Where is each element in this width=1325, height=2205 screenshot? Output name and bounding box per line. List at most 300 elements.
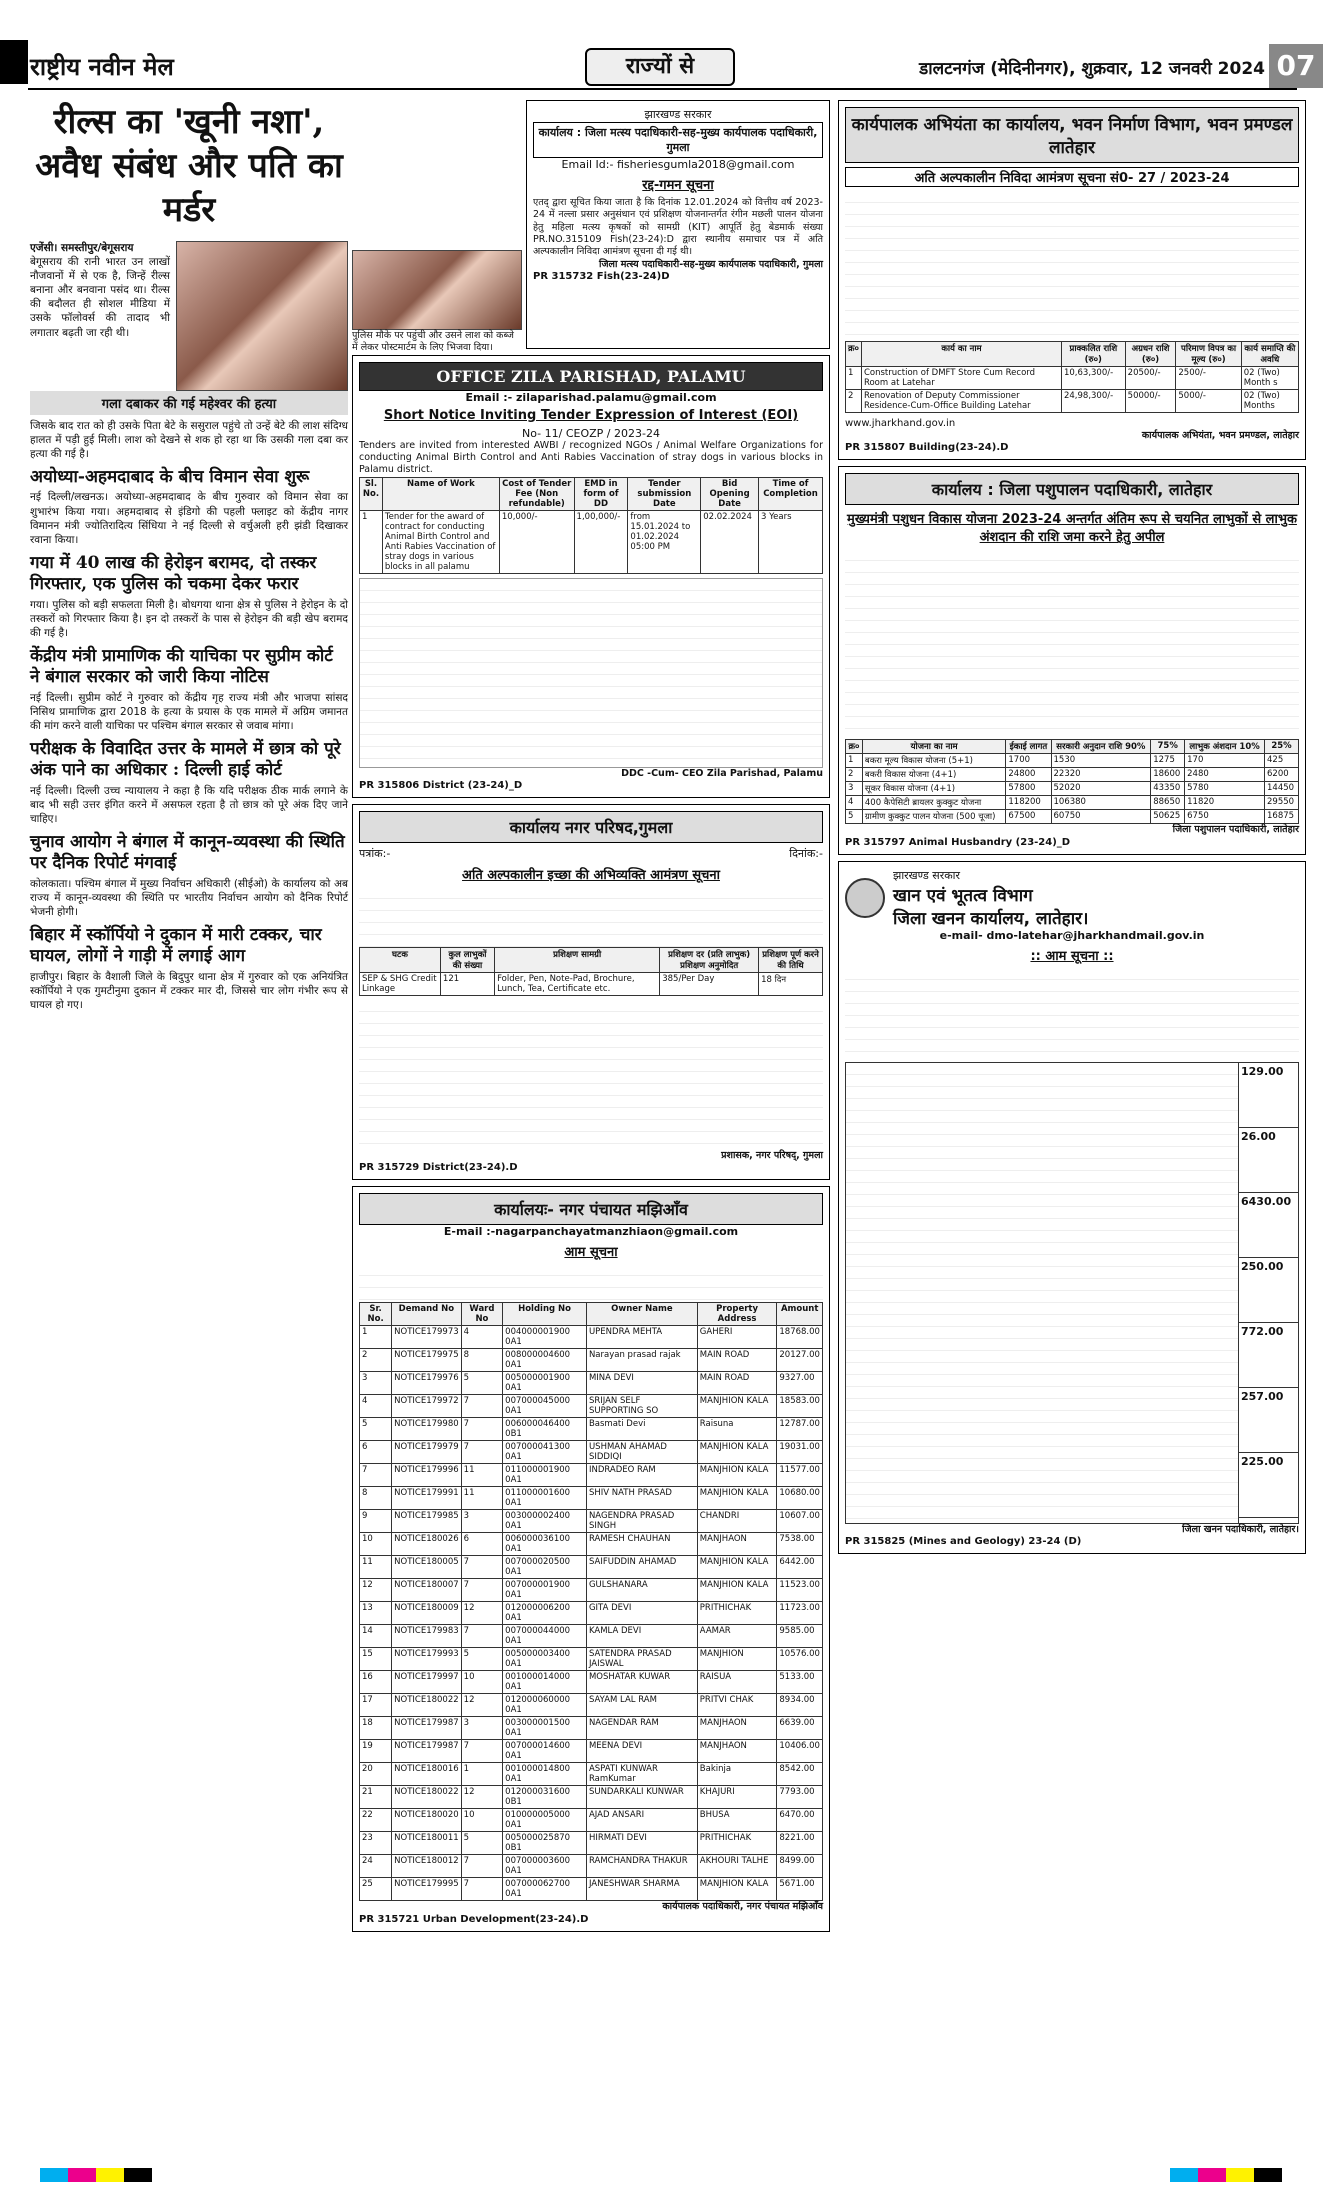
- police-photo: [352, 250, 522, 330]
- np-prno: PR 315729 District(23-24).D: [359, 1162, 518, 1174]
- zp-table: [359, 477, 823, 574]
- table-header: Demand No: [392, 1303, 462, 1326]
- table-cell: 1: [360, 1326, 392, 1349]
- table-cell: MANJHION KALA: [697, 1556, 777, 1579]
- mines-email: e-mail- dmo-latehar@jharkhandmail.gov.in: [939, 928, 1205, 942]
- mp-email: E-mail :-nagarpanchayatmanzhiaon@gmail.com: [443, 1225, 739, 1239]
- table-cell: 8: [461, 1349, 503, 1372]
- table-cell: 005000025870 0B1: [503, 1832, 587, 1855]
- table-cell: 7: [461, 1740, 503, 1763]
- table-row: [360, 1648, 823, 1671]
- table-cell: MANJHION KALA: [697, 1395, 777, 1418]
- table-row: [360, 1556, 823, 1579]
- table-row: [360, 1602, 823, 1625]
- table-cell: 2500/-: [1176, 367, 1241, 390]
- table-header: 25%: [1265, 740, 1299, 754]
- table-cell: 3: [846, 782, 863, 796]
- table-cell: 8221.00: [777, 1832, 823, 1855]
- table-cell: 385/Per Day: [660, 973, 759, 996]
- table-cell: 012000060000 0A1: [503, 1694, 587, 1717]
- table-row: [846, 367, 1299, 390]
- right-column: [838, 100, 1306, 2095]
- fish-title: रद्द-गमन सूचना: [642, 178, 714, 193]
- magenta-swatch: [68, 2168, 96, 2182]
- table-cell: 010000005000 0A1: [503, 1809, 587, 1832]
- table-cell: 8: [360, 1487, 392, 1510]
- table-cell: NOTICE180026: [392, 1533, 462, 1556]
- table-row: [360, 1441, 823, 1464]
- fish-prno: PR 315732 Fish(23-24)D: [533, 271, 670, 283]
- table-cell: MANJHAON: [697, 1533, 777, 1556]
- table-cell: 011000001900 0A1: [503, 1464, 587, 1487]
- story3-text: गया। पुलिस को बड़ी सफलता मिली है। बोधगया थाना क्षेत्र से पुलिस ने हेरोइन के दो तस्करों को गिरफ्तार किया है। इन दो तस्करों के पास से हेरोइन की बड़ी खेप बरामद की गई है।: [30, 598, 348, 639]
- np-dinank: दिनांक:-: [789, 847, 823, 861]
- table-cell: Construction of DMFT Store Cum Record Room at Latehar: [861, 367, 1061, 390]
- zp-sign: DDC -Cum- CEO Zila Parishad, Palamu: [621, 767, 823, 779]
- table-row: [360, 1855, 823, 1878]
- table-cell: 1,00,000/-: [574, 510, 628, 573]
- table-cell: 007000045000 0A1: [503, 1395, 587, 1418]
- mines-table: [845, 1062, 1299, 1524]
- table-row: [846, 796, 1299, 810]
- table-cell: PRITVI CHAK: [697, 1694, 777, 1717]
- table-row: [360, 1694, 823, 1717]
- table-header: 75%: [1151, 740, 1185, 754]
- fish-notice: [526, 100, 830, 349]
- table-row: [360, 1326, 823, 1349]
- page-header: [0, 0, 1325, 92]
- state-emblem-icon: [845, 878, 885, 918]
- table-row: [360, 1510, 823, 1533]
- table-cell: 7: [461, 1418, 503, 1441]
- table-header: Tender submission Date: [628, 477, 701, 510]
- table-cell: 5: [360, 1418, 392, 1441]
- table-row: [360, 1878, 823, 1901]
- middle-column: [352, 100, 830, 2095]
- story1-more: जिसके बाद रात को ही उसके पिता बेटे के ससुराल पहुंचे तो उन्हें बेटे की लाश संदिग्ध हालत में पड़ी हुई मिली। लाश को देखने से शक हो रहा था कि उसकी गला दबा कर हत्या की गई है।: [30, 419, 348, 460]
- table-cell: 10,000/-: [499, 510, 574, 573]
- table-cell: 007000044000 0A1: [503, 1625, 587, 1648]
- mp-prno: PR 315721 Urban Development(23-24).D: [359, 1913, 589, 1925]
- table-cell: 25: [360, 1878, 392, 1901]
- table-cell: बकरा मूल्य विकास योजना (5+1): [862, 754, 1006, 768]
- cyan-swatch-right: [1170, 2168, 1198, 2182]
- table-cell: KAMLA DEVI: [586, 1625, 697, 1648]
- ah-title: कार्यालय : जिला पशुपालन पदाधिकारी, लातेहार: [845, 473, 1299, 505]
- table-cell: 6470.00: [777, 1809, 823, 1832]
- table-cell: NAGENDRA PRASAD SINGH: [586, 1510, 697, 1533]
- table-cell: 003000001500 0A1: [503, 1717, 587, 1740]
- table-cell: 2: [846, 390, 862, 413]
- table-cell: NOTICE179991: [392, 1487, 462, 1510]
- table-cell: HIRMATI DEVI: [586, 1832, 697, 1855]
- ah-table: [845, 739, 1299, 824]
- table-cell: 3: [461, 1510, 503, 1533]
- story2-title: अयोध्या-अहमदाबाद के बीच विमान सेवा शुरू: [30, 467, 310, 488]
- table-cell: 50000/-: [1125, 390, 1176, 413]
- story6-text: कोलकाता। पश्चिम बंगाल में मुख्य निर्वाचन अधिकारी (सीईओ) के कार्यालय को अब राज्य में कानून-व्यवस्था की स्थिति पर भारतीय निर्वाचन आयोग को दैनिक रिपोर्ट भेजनी होगी।: [30, 877, 348, 918]
- table-cell: सूकर विकास योजना (4+1): [862, 782, 1006, 796]
- table-cell: 22320: [1051, 768, 1151, 782]
- table-cell: 170: [1185, 754, 1265, 768]
- table-cell: 7793.00: [777, 1786, 823, 1809]
- table-cell: 012000031600 0B1: [503, 1786, 587, 1809]
- story2-text: नई दिल्ली/लखनऊ। अयोध्या-अहमदाबाद के बीच गुरुवार को विमान सेवा का शुभारंभ किया गया। अहमदाबाद से इंडिगो की पहली फ्लाइट को केंद्रीय नागर विमानन मंत्री ज्योतिरादित्य सिंधिया ने नई दिल्ली से वर्चुअली हरी झंडी दिखाकर रवाना किया।: [30, 491, 348, 546]
- table-cell: UPENDRA MEHTA: [586, 1326, 697, 1349]
- table-cell: 9: [360, 1510, 392, 1533]
- table-cell: 14: [360, 1625, 392, 1648]
- table-header: प्राक्कलित राशि (रु०): [1061, 342, 1125, 367]
- table-cell: MANJHION KALA: [697, 1878, 777, 1901]
- np-title: कार्यालय नगर परिषद,गुमला: [359, 811, 823, 843]
- table-cell: Folder, Pen, Note-Pad, Brochure, Lunch, Tea, Certificate etc.: [495, 973, 660, 996]
- masthead-bar: [0, 40, 28, 84]
- table-cell: Raisuna: [697, 1418, 777, 1441]
- table-cell: 2: [846, 768, 863, 782]
- table-cell: 24: [360, 1855, 392, 1878]
- table-header: EMD in form of DD: [574, 477, 628, 510]
- table-cell: 10680.00: [777, 1487, 823, 1510]
- table-cell: SHIV NATH PRASAD: [586, 1487, 697, 1510]
- table-cell: 57800: [1006, 782, 1051, 796]
- table-cell: KHAJURI: [697, 1786, 777, 1809]
- left-news-column: [30, 100, 348, 2095]
- table-row: [360, 1349, 823, 1372]
- table-cell: NOTICE180022: [392, 1694, 462, 1717]
- bcd-notice: अति अल्पकालीन निविदा आमंत्रण सूचना सं0- 27 / 2023-24: [845, 167, 1299, 187]
- table-cell: NOTICE179987: [392, 1740, 462, 1763]
- table-cell: 15: [360, 1648, 392, 1671]
- table-cell: JANESHWAR SHARMA: [586, 1878, 697, 1901]
- np-patrank: पत्रांक:-: [359, 847, 391, 861]
- table-cell: 22: [360, 1809, 392, 1832]
- table-cell: PRITHICHAK: [697, 1602, 777, 1625]
- table-cell: NOTICE180020: [392, 1809, 462, 1832]
- table-cell: 001000014000 0A1: [503, 1671, 587, 1694]
- mines-prno: PR 315825 (Mines and Geology) 23-24 (D): [845, 1536, 1082, 1548]
- table-row: [360, 1487, 823, 1510]
- table-cell: MANJHION KALA: [697, 1464, 777, 1487]
- table-row: [846, 768, 1299, 782]
- table-cell: 20500/-: [1125, 367, 1176, 390]
- mines-amount: 6430.00: [1239, 1193, 1298, 1258]
- table-cell: 02 (Two) Month s: [1241, 367, 1298, 390]
- photo-caption: गला दबाकर की गई महेश्वर की हत्या: [30, 391, 348, 415]
- table-cell: NOTICE179975: [392, 1349, 462, 1372]
- mines-gov: झारखण्ड सरकार: [893, 868, 960, 882]
- table-header: Bid Opening Date: [701, 477, 759, 510]
- table-cell: 67500: [1006, 810, 1051, 824]
- table-cell: 1: [846, 367, 862, 390]
- table-row: [360, 1832, 823, 1855]
- mines-table-body: [846, 1063, 1238, 1523]
- np-conditions: [359, 1000, 823, 1150]
- table-cell: MANJHION: [697, 1648, 777, 1671]
- table-cell: GULSHANARA: [586, 1579, 697, 1602]
- table-header: सरकारी अनुदान राशि 90%: [1051, 740, 1151, 754]
- mines-body: [845, 968, 1299, 1058]
- table-cell: 29550: [1265, 796, 1299, 810]
- table-cell: NOTICE180011: [392, 1832, 462, 1855]
- table-header: घटक: [360, 948, 441, 973]
- table-cell: 6: [461, 1533, 503, 1556]
- mines-sign: जिला खनन पदाधिकारी, लातेहार।: [1182, 1523, 1299, 1535]
- table-cell: 007000020500 0A1: [503, 1556, 587, 1579]
- fish-email: Email Id:- fisheriesgumla2018@gmail.com: [561, 158, 795, 171]
- table-cell: NOTICE179997: [392, 1671, 462, 1694]
- mp-table: [359, 1302, 823, 1901]
- table-cell: NOTICE180022: [392, 1786, 462, 1809]
- table-row: [360, 1717, 823, 1740]
- table-cell: 5780: [1185, 782, 1265, 796]
- table-cell: 10,63,300/-: [1061, 367, 1125, 390]
- table-cell: 12787.00: [777, 1418, 823, 1441]
- table-header: Amount: [777, 1303, 823, 1326]
- table-cell: 24,98,300/-: [1061, 390, 1125, 413]
- table-cell: 17: [360, 1694, 392, 1717]
- fish-office: कार्यालय : जिला मत्स्य पदाधिकारी-सह-मुख्य कार्यपालक पदाधिकारी, गुमला: [533, 122, 823, 158]
- zp-email: Email :- zilaparishad.palamu@gmail.com: [465, 390, 717, 404]
- table-cell: 12: [461, 1786, 503, 1809]
- table-header: योजना का नाम: [862, 740, 1006, 754]
- table-header: Holding No: [503, 1303, 587, 1326]
- table-header: क्र०: [846, 740, 863, 754]
- table-cell: 23: [360, 1832, 392, 1855]
- table-cell: MANJHAON: [697, 1717, 777, 1740]
- table-cell: 10: [461, 1671, 503, 1694]
- table-cell: 50625: [1151, 810, 1185, 824]
- table-cell: 004000001900 0A1: [503, 1326, 587, 1349]
- table-cell: 9585.00: [777, 1625, 823, 1648]
- nagar-parishad-notice: [352, 804, 830, 1180]
- table-cell: 19031.00: [777, 1441, 823, 1464]
- header-rule: [28, 88, 1297, 90]
- table-row: [360, 1372, 823, 1395]
- table-cell: 1: [360, 510, 383, 573]
- table-cell: 1530: [1051, 754, 1151, 768]
- table-cell: CHANDRI: [697, 1510, 777, 1533]
- table-cell: 4: [360, 1395, 392, 1418]
- table-cell: 18 दिन: [759, 973, 823, 996]
- magenta-swatch-right: [1198, 2168, 1226, 2182]
- table-row: [360, 1786, 823, 1809]
- table-cell: INDRADEO RAM: [586, 1464, 697, 1487]
- story4-title: केंद्रीय मंत्री प्रामाणिक की याचिका पर सुप्रीम कोर्ट ने बंगाल सरकार को जारी किया नोटिस: [30, 646, 333, 688]
- table-cell: USHMAN AHAMAD SIDDIQI: [586, 1441, 697, 1464]
- table-row: [360, 1740, 823, 1763]
- table-cell: 006000046400 0B1: [503, 1418, 587, 1441]
- table-cell: 1: [461, 1763, 503, 1786]
- zp-ref: No- 11/ CEOZP / 2023-24: [522, 426, 660, 440]
- table-cell: 400 कैपेसिटी ब्रायलर कुक्कुट योजना: [862, 796, 1006, 810]
- table-row: [360, 1464, 823, 1487]
- bcd-title: कार्यपालक अभियंता का कार्यालय, भवन निर्माण विभाग, भवन प्रमण्डल लातेहार: [845, 107, 1299, 163]
- table-cell: 3: [360, 1372, 392, 1395]
- table-cell: 21: [360, 1786, 392, 1809]
- table-cell: 13: [360, 1602, 392, 1625]
- table-cell: 006000036100 0A1: [503, 1533, 587, 1556]
- mp-notice: आम सूचना: [564, 1245, 618, 1261]
- building-notice: [838, 100, 1306, 460]
- table-cell: MANJHAON: [697, 1740, 777, 1763]
- table-cell: NOTICE180016: [392, 1763, 462, 1786]
- table-cell: RAMCHANDRA THAKUR: [586, 1855, 697, 1878]
- table-row: [360, 1763, 823, 1786]
- table-cell: 11523.00: [777, 1579, 823, 1602]
- mines-dept: खान एवं भूतत्व विभाग: [893, 885, 1033, 906]
- table-row: [360, 1395, 823, 1418]
- animal-husbandry-notice: [838, 466, 1306, 854]
- table-cell: 7: [461, 1395, 503, 1418]
- table-cell: ग्रामीण कुक्कुट पालन योजना (500 चूजा): [862, 810, 1006, 824]
- table-cell: 5133.00: [777, 1671, 823, 1694]
- table-cell: 20127.00: [777, 1349, 823, 1372]
- table-cell: 11: [461, 1487, 503, 1510]
- table-cell: Narayan prasad rajak: [586, 1349, 697, 1372]
- story1-dateline: एजेंसी। समस्तीपुर/बेगूसराय: [30, 241, 134, 254]
- table-cell: 005000003400 0A1: [503, 1648, 587, 1671]
- table-cell: SAIFUDDIN AHAMAD: [586, 1556, 697, 1579]
- story7-text: हाजीपुर। बिहार के वैशाली जिले के बिदुपुर थाना क्षेत्र में गुरुवार को एक अनियंत्रित स्कॉर्पियो ने एक गुमटीनुमा दुकान में टक्कर मार दी, जिससे चार लोग गंभीर रूप से घायल हो गए।: [30, 970, 348, 1011]
- bcd-web: www.jharkhand.gov.in: [845, 418, 956, 429]
- table-cell: 43350: [1151, 782, 1185, 796]
- table-cell: 12: [360, 1579, 392, 1602]
- table-cell: 012000006200 0A1: [503, 1602, 587, 1625]
- table-header: Ward No: [461, 1303, 503, 1326]
- manzhiaon-notice: [352, 1186, 830, 1931]
- ah-notice: मुख्यमंत्री पशुधन विकास योजना 2023-24 अन्तर्गत अंतिम रूप से चयनित लाभुकों से लाभुक अंशदान की राशि जमा करने हेतु अपील: [847, 512, 1297, 546]
- masthead: राष्ट्रीय नवीन मेल: [30, 52, 174, 81]
- table-cell: 02.02.2024: [701, 510, 759, 573]
- mines-amount: 129.00: [1239, 1063, 1298, 1128]
- table-cell: from 15.01.2024 to 01.02.2024 05:00 PM: [628, 510, 701, 573]
- table-cell: MANJHION KALA: [697, 1441, 777, 1464]
- table-cell: 118200: [1006, 796, 1051, 810]
- table-cell: Renovation of Deputy Commissioner Residence-Cum-Office Building Latehar: [861, 390, 1061, 413]
- table-cell: NOTICE179987: [392, 1717, 462, 1740]
- np-sign: प्रशासक, नगर परिषद्, गुमला: [721, 1150, 823, 1162]
- table-cell: MANJHION KALA: [697, 1579, 777, 1602]
- mp-title: कार्यालयः- नगर पंचायत मझिआँव: [359, 1193, 823, 1225]
- table-cell: 121: [440, 973, 494, 996]
- page-number: 07: [1269, 44, 1323, 88]
- bcd-details: [845, 191, 1299, 341]
- yellow-swatch-right: [1226, 2168, 1254, 2182]
- table-cell: 011000001600 0A1: [503, 1487, 587, 1510]
- table-cell: 12: [461, 1602, 503, 1625]
- table-cell: 14450: [1265, 782, 1299, 796]
- table-cell: SATENDRA PRASAD JAISWAL: [586, 1648, 697, 1671]
- table-cell: AAMAR: [697, 1625, 777, 1648]
- table-cell: 5: [846, 810, 863, 824]
- table-cell: 2: [360, 1349, 392, 1372]
- table-cell: 10: [461, 1809, 503, 1832]
- table-cell: 6639.00: [777, 1717, 823, 1740]
- ah-body: [845, 549, 1299, 739]
- story4-text: नई दिल्ली। सुप्रीम कोर्ट ने गुरुवार को केंद्रीय गृह राज्य मंत्री और भाजपा सांसद निसिथ प्रामाणिक द्वारा 2018 के हत्या के प्रयास के एक मामले में अग्रिम जमानत की मांग करने वाली याचिका पर पश्चिम बंगाल सरकार से जवाब मांगा।: [30, 691, 348, 732]
- table-cell: 18768.00: [777, 1326, 823, 1349]
- table-cell: 1: [846, 754, 863, 768]
- table-cell: AKHOURI TALHE: [697, 1855, 777, 1878]
- table-cell: 5671.00: [777, 1878, 823, 1901]
- table-header: Cost of Tender Fee (Non refundable): [499, 477, 574, 510]
- table-cell: NOTICE180009: [392, 1602, 462, 1625]
- table-cell: MINA DEVI: [586, 1372, 697, 1395]
- table-cell: NOTICE179976: [392, 1372, 462, 1395]
- table-header: लाभुक अंशदान 10%: [1185, 740, 1265, 754]
- table-cell: 5: [461, 1372, 503, 1395]
- table-cell: 005000001900 0A1: [503, 1372, 587, 1395]
- table-cell: बकरी विकास योजना (4+1): [862, 768, 1006, 782]
- table-cell: 007000014600 0A1: [503, 1740, 587, 1763]
- story1-text: बेगूसराय की रानी भारत उन लाखों नौजवानों में से एक है, जिन्हें रील्स बनाना और बनवाना पसंद था। रील्स की बदौलत ही सोशल मीडिया में उसके फॉलोवर्स की तादाद भी लगातार बढ़ती जा रही थी।: [30, 255, 170, 339]
- zp-intro: Tenders are invited from interested AWBI / recognized NGOs / Animal Welfare Organizations for conducting Animal Birth Control and Anti Rabies Vaccination of stray dogs in various blocks in Palamu district.: [359, 439, 823, 476]
- bcd-sign: कार्यपालक अभियंता, भवन प्रमण्डल, लातेहार: [1141, 430, 1299, 441]
- zila-parishad-notice: [352, 355, 830, 798]
- table-cell: 18600: [1151, 768, 1185, 782]
- table-header: प्रशिक्षण सामग्री: [495, 948, 660, 973]
- table-cell: 11577.00: [777, 1464, 823, 1487]
- table-cell: 11: [360, 1556, 392, 1579]
- mines-amounts: [1238, 1063, 1298, 1523]
- table-cell: AJAD ANSARI: [586, 1809, 697, 1832]
- table-cell: 008000004600 0A1: [503, 1349, 587, 1372]
- table-cell: 5: [461, 1648, 503, 1671]
- table-cell: 10: [360, 1533, 392, 1556]
- table-cell: 4: [846, 796, 863, 810]
- mines-amount: 225.00: [1239, 1453, 1298, 1518]
- black-swatch: [124, 2168, 152, 2182]
- table-header: Owner Name: [586, 1303, 697, 1326]
- bcd-table: [845, 341, 1299, 413]
- section-tag: राज्यों से: [585, 48, 735, 86]
- table-cell: GAHERI: [697, 1326, 777, 1349]
- table-cell: NOTICE179985: [392, 1510, 462, 1533]
- table-cell: 16875: [1265, 810, 1299, 824]
- lead-headline: रील्स का 'खूनी नशा', अवैध संबंध और पति का मर्डर: [35, 102, 343, 231]
- table-cell: NOTICE179993: [392, 1648, 462, 1671]
- table-cell: 6750: [1185, 810, 1265, 824]
- mines-notice-title: :: आम सूचना ::: [1030, 948, 1114, 964]
- table-cell: NOTICE179972: [392, 1395, 462, 1418]
- fish-body: एतद् द्वारा सूचित किया जाता है कि दिनांक 12.01.2024 को वित्तीय वर्ष 2023-24 में नल्ला प्रसार अनुसंधान एवं प्रशिक्षण योजनान्तर्गत रंगीन मछली पालन योजना हेतु महिला मत्स्य कृषकों को सामग्री (KIT) आपूर्ति हेतु बेडमार्क संख्या PR.NO.315109 Fish(23-24):D द्वारा स्थानीय समाचार पत्र में अति अल्पकालीन निविदा आमंत्रण सूचना दी गई थी।: [533, 197, 823, 258]
- table-cell: 10406.00: [777, 1740, 823, 1763]
- police-photo-caption: पुलिस मौके पर पहुंची और उसने लाश को कब्जे में लेकर पोस्टमार्टम के लिए भिजवा दिया।: [352, 330, 514, 354]
- mines-office: जिला खनन कार्यालय, लातेहार।: [893, 908, 1089, 929]
- story5-title: परीक्षक के विवादित उत्तर के मामले में छात्र को पूरे अंक पाने का अधिकार : दिल्ली हाई कोर्ट: [30, 739, 341, 781]
- table-cell: NOTICE179973: [392, 1326, 462, 1349]
- story5-text: नई दिल्ली। दिल्ली उच्च न्यायालय ने कहा है कि यदि परीक्षक ठीक मार्क लगाने के बाद भी सही उत्तर इंगित करने में असफल रहता है तो छात्र को पूरे अंक दिए जाने चाहिए।: [30, 784, 348, 825]
- table-header: Sl. No.: [360, 477, 383, 510]
- table-row: [360, 1533, 823, 1556]
- table-cell: PRITHICHAK: [697, 1832, 777, 1855]
- table-cell: 7538.00: [777, 1533, 823, 1556]
- mines-amount: 250.00: [1239, 1258, 1298, 1323]
- ah-sign: जिला पशुपालन पदाधिकारी, लातेहार: [1172, 824, 1299, 836]
- table-header: Property Address: [697, 1303, 777, 1326]
- table-cell: 1700: [1006, 754, 1051, 768]
- table-cell: SEP & SHG Credit Linkage: [360, 973, 441, 996]
- table-cell: 6442.00: [777, 1556, 823, 1579]
- table-header: कुल लाभुकों की संख्या: [440, 948, 494, 973]
- table-header: Sr. No.: [360, 1303, 392, 1326]
- table-cell: SAYAM LAL RAM: [586, 1694, 697, 1717]
- dateline: डालटनगंज (मेदिनीनगर), शुक्रवार, 12 जनवरी 2024: [919, 59, 1265, 79]
- table-header: प्रशिक्षण पूर्ण करने की तिथि: [759, 948, 823, 973]
- table-cell: 106380: [1051, 796, 1151, 810]
- table-cell: MAIN ROAD: [697, 1349, 777, 1372]
- mines-amount: 257.00: [1239, 1388, 1298, 1453]
